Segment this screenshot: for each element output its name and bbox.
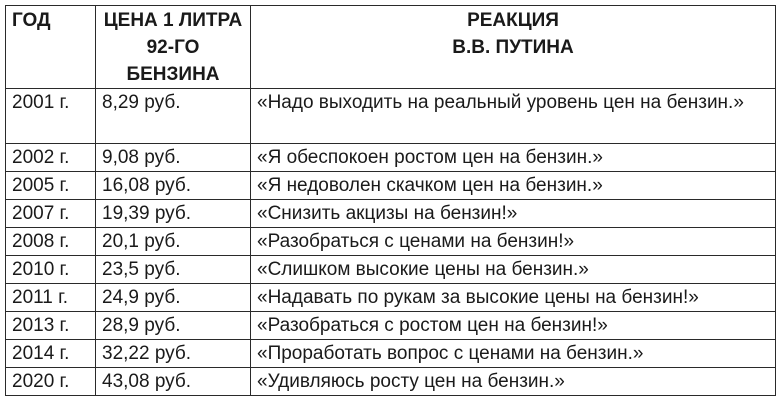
header-year-label: ГОД <box>12 10 51 31</box>
cell-reaction: «Снизить акцизы на бензин!» <box>251 200 776 228</box>
cell-year: 2014 г. <box>6 340 96 368</box>
cell-year: 2007 г. <box>6 200 96 228</box>
table-row <box>6 284 776 312</box>
cell-price: 28,9 руб. <box>96 312 251 340</box>
header-price-line1: ЦЕНА 1 ЛИТРА <box>103 10 243 31</box>
table-row <box>6 144 776 172</box>
table-row <box>6 89 776 144</box>
header-price-line2: 92-ГО <box>146 37 200 58</box>
header-reaction <box>251 6 776 89</box>
cell-price: 19,39 руб. <box>96 200 251 228</box>
cell-reaction: «Удивляюсь росту цен на бензин.» <box>251 368 776 396</box>
table-row <box>6 172 776 200</box>
cell-price: 16,08 руб. <box>96 172 251 200</box>
cell-price: 32,22 руб. <box>96 340 251 368</box>
cell-year: 2005 г. <box>6 172 96 200</box>
table-row <box>6 368 776 396</box>
cell-year: 2011 г. <box>6 284 96 312</box>
cell-price: 43,08 руб. <box>96 368 251 396</box>
cell-reaction: «Разобраться с ценами на бензин!» <box>251 228 776 256</box>
cell-reaction: «Проработать вопрос с ценами на бензин.» <box>251 340 776 368</box>
table-row <box>6 200 776 228</box>
cell-reaction: «Надо выходить на реальный уровень цен на бензин.» <box>251 89 776 144</box>
table-row <box>6 312 776 340</box>
header-price-line3: БЕНЗИНА <box>126 64 220 85</box>
header-reaction-line1: РЕАКЦИЯ <box>467 10 559 31</box>
table-row <box>6 340 776 368</box>
cell-year: 2008 г. <box>6 228 96 256</box>
cell-reaction: «Я обеспокоен ростом цен на бензин.» <box>251 144 776 172</box>
table-row <box>6 256 776 284</box>
header-reaction-line2: В.В. ПУТИНА <box>452 37 574 58</box>
header-year <box>6 6 96 89</box>
cell-price: 9,08 руб. <box>96 144 251 172</box>
header-price <box>96 6 251 89</box>
cell-year: 2013 г. <box>6 312 96 340</box>
cell-price: 23,5 руб. <box>96 256 251 284</box>
cell-year: 2020 г. <box>6 368 96 396</box>
cell-reaction: «Разобраться с ростом цен на бензин!» <box>251 312 776 340</box>
gasoline-price-table <box>5 5 776 396</box>
gasoline-price-table-container <box>5 5 776 396</box>
cell-price: 24,9 руб. <box>96 284 251 312</box>
cell-reaction: «Надавать по рукам за высокие цены на бензин!» <box>251 284 776 312</box>
table-row <box>6 228 776 256</box>
cell-year: 2010 г. <box>6 256 96 284</box>
cell-year: 2001 г. <box>6 89 96 144</box>
table-header-row <box>6 6 776 89</box>
cell-reaction: «Я недоволен скачком цен на бензин.» <box>251 172 776 200</box>
cell-price: 8,29 руб. <box>96 89 251 144</box>
cell-year: 2002 г. <box>6 144 96 172</box>
cell-reaction: «Слишком высокие цены на бензин.» <box>251 256 776 284</box>
cell-price: 20,1 руб. <box>96 228 251 256</box>
